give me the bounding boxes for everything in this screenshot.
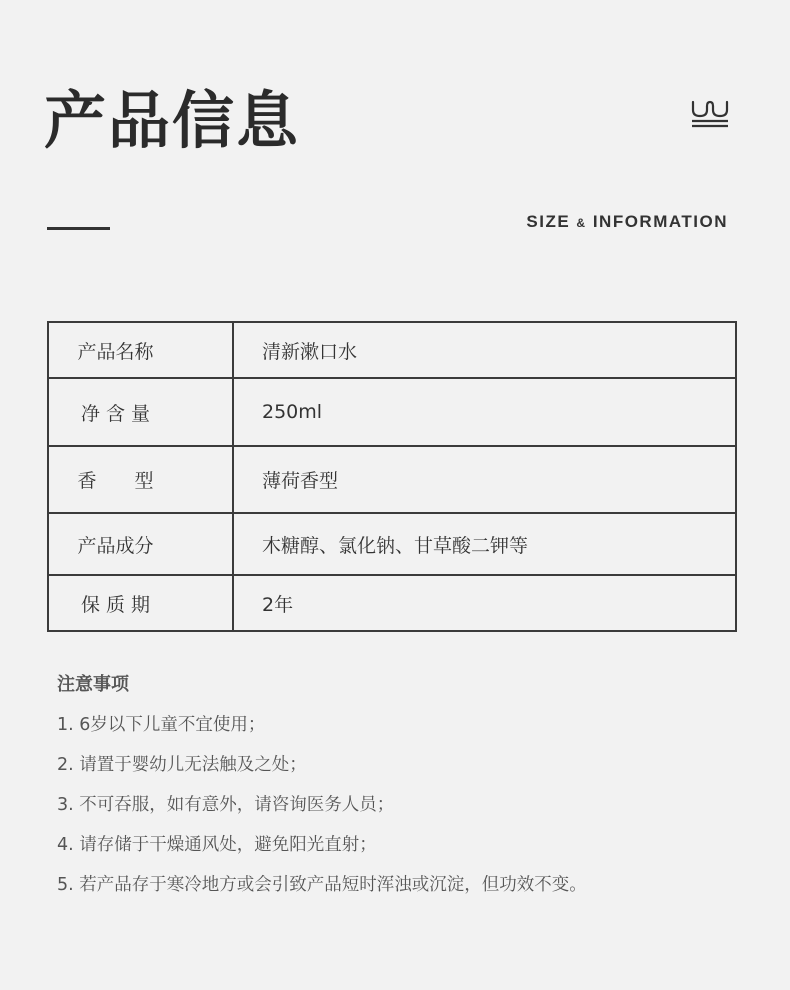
notes-heading: 注意事项 <box>57 674 129 695</box>
subtitle-size: SIZE <box>526 212 571 231</box>
list-item: 5. 若产品存于寒冷地方或会引致产品短时浑浊或沉淀，但功效不变。 <box>57 875 587 895</box>
table-row <box>48 513 736 575</box>
row-value: 木糖醇、氯化钠、甘草酸二钾等 <box>233 513 736 575</box>
table-row <box>48 378 736 446</box>
subtitle-information: INFORMATION <box>592 212 728 231</box>
row-value: 250ml <box>233 378 736 446</box>
row-label-cell <box>48 322 233 378</box>
table-row <box>48 575 736 631</box>
row-label: 产品名称 <box>77 340 154 363</box>
row-label: 净 含 量 <box>80 402 151 425</box>
subtitle-ampersand: & <box>576 216 587 230</box>
row-label: 保 质 期 <box>80 593 151 616</box>
row-value: 薄荷香型 <box>233 446 736 513</box>
page-title: 产品信息 <box>44 84 301 157</box>
table-row <box>48 446 736 513</box>
table-row <box>48 322 736 378</box>
notes-list <box>57 714 587 914</box>
row-label-cell <box>48 513 233 575</box>
wave-bars-icon <box>690 100 730 128</box>
list-item: 1. 6岁以下儿童不宜使用； <box>57 715 266 735</box>
row-value: 清新漱口水 <box>233 322 736 378</box>
row-label: 香 型 <box>77 470 154 492</box>
title-underline <box>47 227 110 230</box>
row-label-cell <box>48 446 233 513</box>
product-spec-table <box>47 321 737 632</box>
list-item: 4. 请存储于干燥通风处，避免阳光直射； <box>57 835 377 855</box>
section-subtitle <box>526 212 728 233</box>
row-label-cell <box>48 575 233 631</box>
row-label: 产品成分 <box>77 534 154 557</box>
row-label-cell <box>48 378 233 446</box>
list-item: 3. 不可吞服，如有意外，请咨询医务人员； <box>57 795 395 815</box>
list-item: 2. 请置于婴幼儿无法触及之处； <box>57 755 307 775</box>
row-value: 2年 <box>233 575 736 631</box>
